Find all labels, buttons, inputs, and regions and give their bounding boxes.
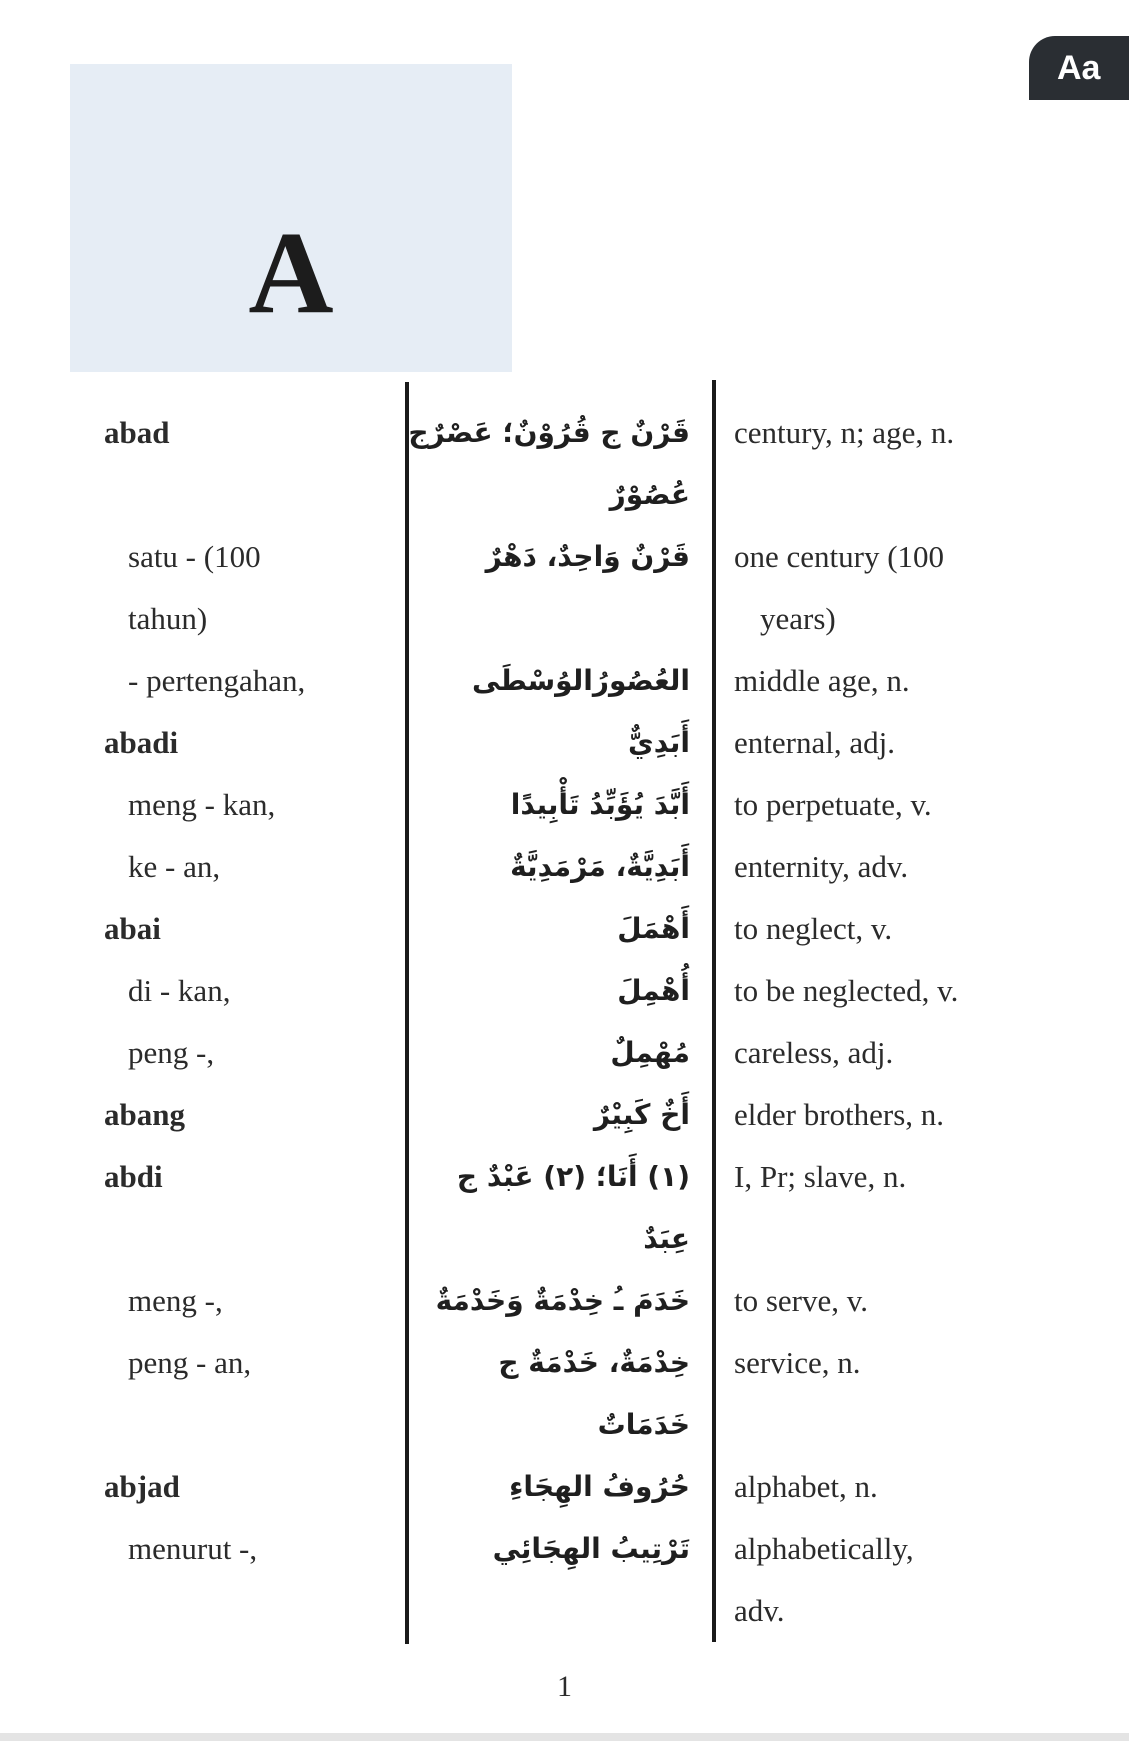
english-translation: careless, adj.: [734, 1035, 894, 1070]
arabic-translation: خَدَمَ ـُ خِدْمَةٌ وَخَدْمَةٌ: [435, 1284, 690, 1317]
english-translation: enternity, adv.: [734, 849, 909, 884]
page-number: 1: [557, 1670, 572, 1703]
thumb-index-tab: Aa: [1029, 36, 1129, 100]
headword: abang: [104, 1097, 185, 1132]
subentry: menurut -,: [128, 1531, 258, 1566]
section-letter-box: [70, 64, 512, 372]
arabic-translation: مُهْمِلٌ: [610, 1036, 690, 1069]
arabic-translation: (١) أَنَا؛ (٢) عَبْدٌ ج عِبَدٌ: [456, 1160, 690, 1255]
subentry: peng -,: [128, 1035, 215, 1070]
subentry: meng -,: [128, 1283, 223, 1318]
headword: abjad: [104, 1469, 180, 1504]
section-letter: A: [248, 207, 334, 338]
headword: abdi: [104, 1159, 163, 1194]
arabic-translation: أَبَّدَ يُؤَبِّدُ تَأْبِيدًا: [510, 788, 690, 821]
subentry: ke - an,: [128, 849, 221, 884]
subentry: meng - kan,: [128, 787, 276, 822]
arabic-translation: قَرْنٌ وَاحِدٌ، دَهْرٌ: [485, 540, 690, 573]
subentry: di - kan,: [128, 973, 231, 1008]
subentry: peng - an,: [128, 1345, 252, 1380]
arabic-translation: قَرْنٌ ج قُرُوْنٌ؛ عَصْرٌج عُصُوْرٌ: [408, 416, 690, 511]
arabic-translation: خِدْمَةٌ، خَدْمَةٌ ج خَدَمَاتٌ: [498, 1346, 690, 1441]
english-translation: middle age, n.: [734, 663, 910, 698]
arabic-translation: أَخٌ كَبِيْرٌ: [593, 1098, 690, 1131]
arabic-translation: العُصُورُالوُسْطَى: [472, 664, 690, 697]
headword: abad: [104, 415, 170, 450]
english-translation: century, n; age, n.: [734, 415, 955, 450]
english-translation: service, n.: [734, 1345, 861, 1380]
arabic-translation: حُرُوفُ الهِجَاءِ: [509, 1470, 690, 1503]
english-translation: alphabet, n.: [734, 1469, 878, 1504]
headword: abadi: [104, 725, 179, 760]
english-translation: elder brothers, n.: [734, 1097, 945, 1132]
subentry: - pertengahan,: [128, 663, 306, 698]
english-translation: alphabetically, adv.: [734, 1531, 914, 1628]
english-translation: to be neglected, v.: [734, 973, 959, 1008]
english-translation: to neglect, v.: [734, 911, 893, 946]
english-translation: to perpetuate, v.: [734, 787, 932, 822]
english-translation: enternal, adj.: [734, 725, 895, 760]
arabic-translation: تَرْتِيبُ الهِجَائِي: [492, 1532, 690, 1565]
arabic-translation: أَبَدِيَّةٌ، مَرْمَدِيَّةٌ: [510, 850, 690, 883]
arabic-translation: أَبَدِيٌّ: [628, 726, 690, 759]
english-translation: I, Pr; slave, n.: [734, 1159, 907, 1194]
english-translation: to serve, v.: [734, 1283, 869, 1318]
arabic-translation: أُهْمِلَ: [617, 974, 690, 1007]
column-divider-right: [712, 380, 716, 1642]
english-translation: one century (100 years): [734, 539, 945, 636]
subentry: satu - (100 tahun): [128, 539, 261, 636]
page-edge: [0, 1733, 1129, 1741]
headword: abai: [104, 911, 161, 946]
arabic-translation: أَهْمَلَ: [617, 912, 690, 945]
